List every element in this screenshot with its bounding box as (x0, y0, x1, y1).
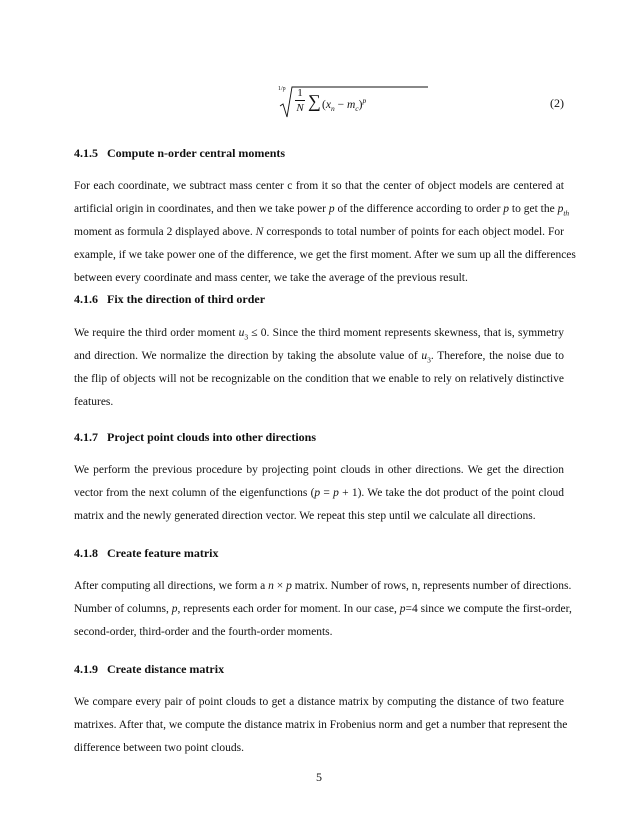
section-title: Create feature matrix (107, 546, 219, 560)
paragraph-line: matrix and the newly generated direction vector. We repeat this step until we calculate all directions. (74, 510, 536, 522)
paragraph-line: vector from the next column of the eigenfunctions (p = p + 1). We take the dot product of the point cloud (74, 487, 564, 499)
equation-row (74, 84, 564, 124)
paragraph-line: We perform the previous procedure by projecting point clouds in other directions. We get the direction (74, 464, 564, 476)
fraction-numerator: 1 (297, 87, 303, 99)
fraction (294, 86, 306, 115)
section-heading-4-1-8 (74, 546, 219, 561)
paragraph-line: After computing all directions, we form a n × p matrix. Number of rows, n, represents number of directions. (74, 580, 572, 592)
section-heading-4-1-9 (74, 662, 224, 677)
section-number: 4.1.5 (74, 146, 98, 160)
paragraph-line: We require the third order moment $u_3 \le 0$. Since the third moment represents skewness, that is, symmetry (74, 327, 564, 342)
section-title: Compute n-order central moments (107, 146, 286, 160)
paragraph-line: moment as formula 2 displayed above. N corresponds to total number of points for each object model. For (74, 226, 564, 238)
summation-symbol: ∑ (308, 91, 321, 111)
section-number: 4.1.8 (74, 546, 98, 560)
paragraph-line: and direction. We normalize the direction by taking the absolute value of $u_3$. Therefore, the noise due to (74, 350, 565, 365)
paragraph-line: We compare every pair of point clouds to get a distance matrix by computing the distance of two feature (74, 696, 564, 708)
paragraph-line: difference between two point clouds. (74, 742, 244, 754)
section-paragraph-4-1-9 (74, 691, 568, 760)
section-number: 4.1.9 (74, 662, 98, 676)
section-heading-4-1-5 (74, 146, 285, 161)
section-heading-4-1-7 (74, 430, 316, 445)
section-title: Project point clouds into other directions (107, 430, 316, 444)
paragraph-line: between every coordinate and mass center, we take the average of the previous result. (74, 272, 468, 284)
section-paragraph-4-1-8 (74, 575, 572, 644)
paragraph-line: second-order, third-order and the fourth-order moments. (74, 626, 333, 638)
root-index: 1/p (278, 86, 286, 92)
equation-number: (2) (550, 96, 564, 110)
section-title: Create distance matrix (107, 662, 225, 676)
paragraph-line: For each coordinate, we subtract mass center c from it so that the center of object models are centered at (74, 180, 564, 192)
paragraph-line: Number of columns, p, represents each order for moment. In our case, p=4 since we compute the first-order, (74, 603, 572, 615)
paragraph-line: the flip of objects will not be recognizable on the condition that we enable to rely on relatively distinctive (74, 373, 564, 385)
section-paragraph-4-1-6 (74, 322, 564, 414)
section-number: 4.1.7 (74, 430, 98, 444)
section-paragraph-4-1-5 (74, 175, 576, 290)
page-number: 5 (316, 770, 322, 784)
paragraph-line: matrixes. After that, we compute the distance matrix in Frobenius norm and get a number that represent the (74, 719, 568, 731)
paragraph-line: artificial origin in coordinates, and then we take power p of the difference according to order p to get the $p_{th}$ (74, 203, 570, 218)
section-title: Fix the direction of third order (107, 292, 266, 306)
fraction-denominator: N (296, 102, 304, 114)
section-heading-4-1-6 (74, 292, 265, 307)
section-number: 4.1.6 (74, 292, 98, 306)
section-paragraph-4-1-7 (74, 459, 564, 528)
paragraph-line: example, if we take power one of the difference, we get the first moment. After we sum up all the differences (74, 249, 576, 261)
paragraph-line: features. (74, 396, 114, 408)
equation-term: $(x_n - m_c)^p$ (322, 96, 367, 114)
